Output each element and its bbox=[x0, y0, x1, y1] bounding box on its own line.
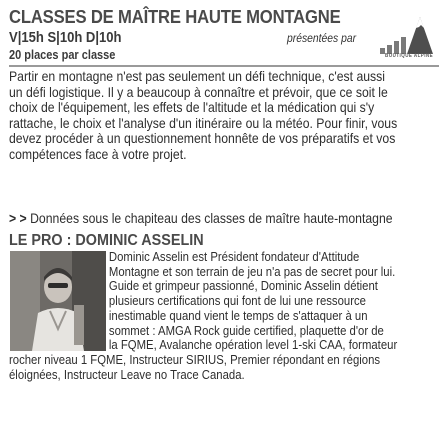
bio-line: plusieurs certifications qui font de lui une ressource bbox=[108, 294, 366, 309]
bio-line: Dominic Asselin est Président fondateur d'Attitude bbox=[108, 250, 360, 264]
bio-line: inestimable quand vient le temps de s'attaquer à un bbox=[108, 308, 368, 323]
bio-line: sommet : AMGA Rock guide certified, plaquette d'or de bbox=[108, 323, 384, 338]
schedule-times: V|15h S|10h D|10h bbox=[9, 30, 122, 46]
intro-line: compétences face à votre projet. bbox=[9, 146, 187, 162]
bio-line: rocher niveau 1 FQME, Instructeur SIRIUS, Premier répondant en régions bbox=[9, 352, 381, 367]
double-arrow-icon: > > bbox=[9, 211, 27, 226]
intro-line: Partir en montagne n'est pas seulement un défi technique, c'est aussi bbox=[9, 69, 386, 84]
page-title: CLASSES DE MAÎTRE HAUTE MONTAGNE bbox=[9, 6, 341, 27]
pro-bio bbox=[9, 250, 441, 382]
intro-line: un défi logistique. Il y a beaucoup à connaître et prévoir, que ce soit le bbox=[9, 84, 388, 100]
intro-line: rattache, le choix et l'analyse d'un itinéraire ou la météo. Pour finir, vous bbox=[9, 115, 398, 131]
logo-caption: BOUTIQUE ALPINE bbox=[385, 53, 434, 59]
intro-line: devez procéder à un questionnement honnête de vos préparatifs et vos bbox=[9, 131, 396, 147]
presented-by-label: présentées par bbox=[287, 33, 357, 45]
header-divider bbox=[9, 65, 439, 67]
intro-line: choix de l'équipement, les effets de l'altitude et la médication qui s'y bbox=[9, 100, 375, 116]
places-per-class: 20 places par classe bbox=[9, 48, 116, 62]
more-info-text: Données sous le chapiteau des classes de maître haute-montagne bbox=[26, 211, 393, 226]
bio-line: Montagne et son terrain de jeu n'a pas de secret pour lui. bbox=[108, 264, 396, 279]
intro-paragraph bbox=[9, 69, 441, 163]
bio-line: la FQME, Avalanche opération level 1-ski CAA, formateur bbox=[108, 338, 398, 353]
pro-heading: LE PRO : DOMINIC ASSELIN bbox=[9, 232, 204, 249]
more-info-link[interactable] bbox=[9, 211, 393, 226]
bio-line: éloignées, Instructeur Leave no Trace Canada. bbox=[9, 367, 245, 382]
bio-line: Guide et grimpeur passionné, Dominic Asselin détient bbox=[108, 279, 378, 294]
